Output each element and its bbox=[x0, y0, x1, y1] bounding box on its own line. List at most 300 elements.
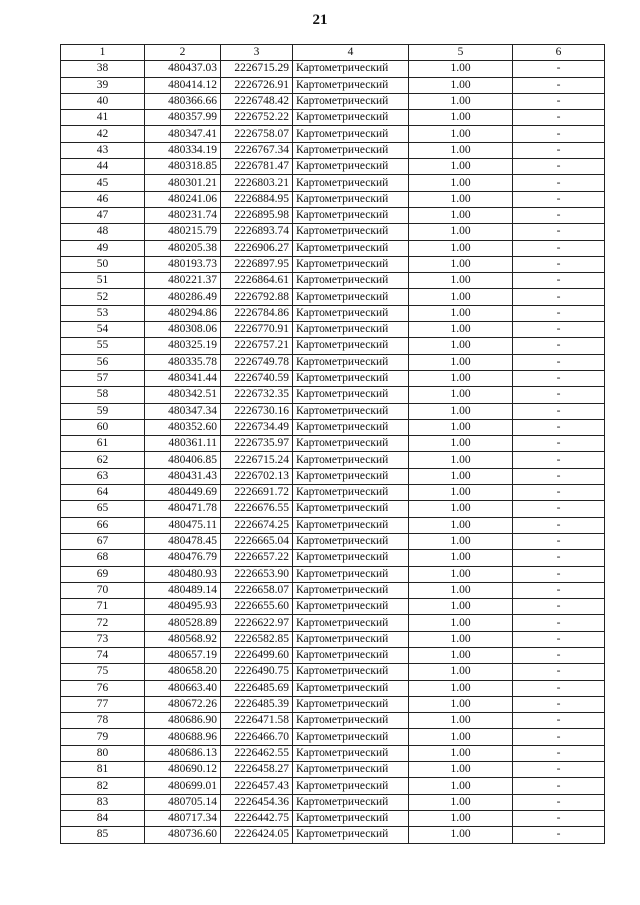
x-coordinate-cell: 480672.26 bbox=[145, 696, 221, 712]
x-coordinate-cell: 480352.60 bbox=[145, 419, 221, 435]
y-coordinate-cell: 2226691.72 bbox=[221, 485, 293, 501]
table-row bbox=[61, 582, 605, 598]
y-coordinate-cell: 2226485.39 bbox=[221, 696, 293, 712]
table-row bbox=[61, 647, 605, 663]
accuracy-cell: 1.00 bbox=[409, 566, 513, 582]
point-number-cell: 75 bbox=[61, 664, 145, 680]
table-row bbox=[61, 599, 605, 615]
accuracy-cell: 1.00 bbox=[409, 827, 513, 843]
table-row bbox=[61, 810, 605, 826]
y-coordinate-cell: 2226884.95 bbox=[221, 191, 293, 207]
x-coordinate-cell: 480334.19 bbox=[145, 142, 221, 158]
point-number-cell: 67 bbox=[61, 533, 145, 549]
note-cell: - bbox=[513, 273, 605, 289]
y-coordinate-cell: 2226864.61 bbox=[221, 273, 293, 289]
note-cell: - bbox=[513, 762, 605, 778]
y-coordinate-cell: 2226674.25 bbox=[221, 517, 293, 533]
note-cell: - bbox=[513, 93, 605, 109]
note-cell: - bbox=[513, 794, 605, 810]
coordinates-table bbox=[60, 44, 605, 844]
note-cell: - bbox=[513, 61, 605, 77]
column-header: 6 bbox=[513, 45, 605, 61]
note-cell: - bbox=[513, 713, 605, 729]
accuracy-cell: 1.00 bbox=[409, 191, 513, 207]
y-coordinate-cell: 2226499.60 bbox=[221, 647, 293, 663]
method-cell: Картометрический bbox=[293, 745, 409, 761]
method-cell: Картометрический bbox=[293, 207, 409, 223]
x-coordinate-cell: 480705.14 bbox=[145, 794, 221, 810]
y-coordinate-cell: 2226803.21 bbox=[221, 175, 293, 191]
table-row bbox=[61, 110, 605, 126]
accuracy-cell: 1.00 bbox=[409, 93, 513, 109]
point-number-cell: 68 bbox=[61, 550, 145, 566]
x-coordinate-cell: 480686.90 bbox=[145, 713, 221, 729]
note-cell: - bbox=[513, 696, 605, 712]
x-coordinate-cell: 480347.34 bbox=[145, 403, 221, 419]
table-row bbox=[61, 322, 605, 338]
table-row bbox=[61, 354, 605, 370]
table-row bbox=[61, 778, 605, 794]
table-row bbox=[61, 126, 605, 142]
note-cell: - bbox=[513, 566, 605, 582]
note-cell: - bbox=[513, 468, 605, 484]
accuracy-cell: 1.00 bbox=[409, 810, 513, 826]
y-coordinate-cell: 2226734.49 bbox=[221, 419, 293, 435]
point-number-cell: 66 bbox=[61, 517, 145, 533]
method-cell: Картометрический bbox=[293, 273, 409, 289]
column-header: 1 bbox=[61, 45, 145, 61]
note-cell: - bbox=[513, 224, 605, 240]
note-cell: - bbox=[513, 827, 605, 843]
note-cell: - bbox=[513, 664, 605, 680]
x-coordinate-cell: 480478.45 bbox=[145, 533, 221, 549]
note-cell: - bbox=[513, 191, 605, 207]
x-coordinate-cell: 480347.41 bbox=[145, 126, 221, 142]
accuracy-cell: 1.00 bbox=[409, 778, 513, 794]
x-coordinate-cell: 480476.79 bbox=[145, 550, 221, 566]
accuracy-cell: 1.00 bbox=[409, 387, 513, 403]
y-coordinate-cell: 2226490.75 bbox=[221, 664, 293, 680]
point-number-cell: 49 bbox=[61, 240, 145, 256]
point-number-cell: 45 bbox=[61, 175, 145, 191]
method-cell: Картометрический bbox=[293, 175, 409, 191]
note-cell: - bbox=[513, 354, 605, 370]
x-coordinate-cell: 480205.38 bbox=[145, 240, 221, 256]
y-coordinate-cell: 2226582.85 bbox=[221, 631, 293, 647]
method-cell: Картометрический bbox=[293, 191, 409, 207]
accuracy-cell: 1.00 bbox=[409, 762, 513, 778]
x-coordinate-cell: 480688.96 bbox=[145, 729, 221, 745]
y-coordinate-cell: 2226458.27 bbox=[221, 762, 293, 778]
note-cell: - bbox=[513, 615, 605, 631]
y-coordinate-cell: 2226454.36 bbox=[221, 794, 293, 810]
accuracy-cell: 1.00 bbox=[409, 224, 513, 240]
point-number-cell: 39 bbox=[61, 77, 145, 93]
x-coordinate-cell: 480366.66 bbox=[145, 93, 221, 109]
note-cell: - bbox=[513, 419, 605, 435]
accuracy-cell: 1.00 bbox=[409, 142, 513, 158]
table-row bbox=[61, 436, 605, 452]
table-row bbox=[61, 680, 605, 696]
table-row bbox=[61, 452, 605, 468]
note-cell: - bbox=[513, 289, 605, 305]
accuracy-cell: 1.00 bbox=[409, 338, 513, 354]
point-number-cell: 58 bbox=[61, 387, 145, 403]
note-cell: - bbox=[513, 159, 605, 175]
method-cell: Картометрический bbox=[293, 289, 409, 305]
x-coordinate-cell: 480221.37 bbox=[145, 273, 221, 289]
note-cell: - bbox=[513, 517, 605, 533]
y-coordinate-cell: 2226735.97 bbox=[221, 436, 293, 452]
y-coordinate-cell: 2226442.75 bbox=[221, 810, 293, 826]
method-cell: Картометрический bbox=[293, 566, 409, 582]
table-row bbox=[61, 566, 605, 582]
accuracy-cell: 1.00 bbox=[409, 126, 513, 142]
point-number-cell: 42 bbox=[61, 126, 145, 142]
point-number-cell: 69 bbox=[61, 566, 145, 582]
method-cell: Картометрический bbox=[293, 664, 409, 680]
y-coordinate-cell: 2226655.60 bbox=[221, 599, 293, 615]
x-coordinate-cell: 480301.21 bbox=[145, 175, 221, 191]
y-coordinate-cell: 2226781.47 bbox=[221, 159, 293, 175]
y-coordinate-cell: 2226893.74 bbox=[221, 224, 293, 240]
note-cell: - bbox=[513, 745, 605, 761]
table-row bbox=[61, 485, 605, 501]
accuracy-cell: 1.00 bbox=[409, 533, 513, 549]
x-coordinate-cell: 480717.34 bbox=[145, 810, 221, 826]
point-number-cell: 47 bbox=[61, 207, 145, 223]
y-coordinate-cell: 2226730.16 bbox=[221, 403, 293, 419]
x-coordinate-cell: 480431.43 bbox=[145, 468, 221, 484]
accuracy-cell: 1.00 bbox=[409, 240, 513, 256]
y-coordinate-cell: 2226748.42 bbox=[221, 93, 293, 109]
y-coordinate-cell: 2226622.97 bbox=[221, 615, 293, 631]
note-cell: - bbox=[513, 77, 605, 93]
x-coordinate-cell: 480335.78 bbox=[145, 354, 221, 370]
accuracy-cell: 1.00 bbox=[409, 61, 513, 77]
note-cell: - bbox=[513, 582, 605, 598]
method-cell: Картометрический bbox=[293, 403, 409, 419]
note-cell: - bbox=[513, 256, 605, 272]
note-cell: - bbox=[513, 322, 605, 338]
x-coordinate-cell: 480294.86 bbox=[145, 305, 221, 321]
point-number-cell: 73 bbox=[61, 631, 145, 647]
method-cell: Картометрический bbox=[293, 550, 409, 566]
point-number-cell: 62 bbox=[61, 452, 145, 468]
x-coordinate-cell: 480241.06 bbox=[145, 191, 221, 207]
accuracy-cell: 1.00 bbox=[409, 419, 513, 435]
point-number-cell: 54 bbox=[61, 322, 145, 338]
method-cell: Картометрический bbox=[293, 322, 409, 338]
method-cell: Картометрический bbox=[293, 647, 409, 663]
column-header: 5 bbox=[409, 45, 513, 61]
method-cell: Картометрический bbox=[293, 419, 409, 435]
method-cell: Картометрический bbox=[293, 387, 409, 403]
method-cell: Картометрический bbox=[293, 126, 409, 142]
point-number-cell: 56 bbox=[61, 354, 145, 370]
method-cell: Картометрический bbox=[293, 827, 409, 843]
point-number-cell: 53 bbox=[61, 305, 145, 321]
table-row bbox=[61, 273, 605, 289]
point-number-cell: 63 bbox=[61, 468, 145, 484]
accuracy-cell: 1.00 bbox=[409, 175, 513, 191]
y-coordinate-cell: 2226749.78 bbox=[221, 354, 293, 370]
y-coordinate-cell: 2226658.07 bbox=[221, 582, 293, 598]
y-coordinate-cell: 2226466.70 bbox=[221, 729, 293, 745]
table-body bbox=[61, 61, 605, 843]
x-coordinate-cell: 480658.20 bbox=[145, 664, 221, 680]
table-row bbox=[61, 664, 605, 680]
point-number-cell: 38 bbox=[61, 61, 145, 77]
x-coordinate-cell: 480286.49 bbox=[145, 289, 221, 305]
method-cell: Картометрический bbox=[293, 696, 409, 712]
y-coordinate-cell: 2226462.55 bbox=[221, 745, 293, 761]
method-cell: Картометрический bbox=[293, 77, 409, 93]
table-row bbox=[61, 175, 605, 191]
table-row bbox=[61, 827, 605, 843]
method-cell: Картометрический bbox=[293, 110, 409, 126]
point-number-cell: 71 bbox=[61, 599, 145, 615]
note-cell: - bbox=[513, 680, 605, 696]
table-row bbox=[61, 794, 605, 810]
accuracy-cell: 1.00 bbox=[409, 582, 513, 598]
method-cell: Картометрический bbox=[293, 159, 409, 175]
table-row bbox=[61, 729, 605, 745]
x-coordinate-cell: 480325.19 bbox=[145, 338, 221, 354]
note-cell: - bbox=[513, 452, 605, 468]
x-coordinate-cell: 480193.73 bbox=[145, 256, 221, 272]
point-number-cell: 78 bbox=[61, 713, 145, 729]
point-number-cell: 74 bbox=[61, 647, 145, 663]
y-coordinate-cell: 2226757.21 bbox=[221, 338, 293, 354]
accuracy-cell: 1.00 bbox=[409, 110, 513, 126]
x-coordinate-cell: 480342.51 bbox=[145, 387, 221, 403]
note-cell: - bbox=[513, 501, 605, 517]
point-number-cell: 40 bbox=[61, 93, 145, 109]
accuracy-cell: 1.00 bbox=[409, 680, 513, 696]
method-cell: Картометрический bbox=[293, 582, 409, 598]
accuracy-cell: 1.00 bbox=[409, 794, 513, 810]
y-coordinate-cell: 2226424.05 bbox=[221, 827, 293, 843]
table-row bbox=[61, 61, 605, 77]
method-cell: Картометрический bbox=[293, 713, 409, 729]
x-coordinate-cell: 480489.14 bbox=[145, 582, 221, 598]
method-cell: Картометрический bbox=[293, 305, 409, 321]
point-number-cell: 46 bbox=[61, 191, 145, 207]
y-coordinate-cell: 2226457.43 bbox=[221, 778, 293, 794]
x-coordinate-cell: 480528.89 bbox=[145, 615, 221, 631]
table-row bbox=[61, 338, 605, 354]
accuracy-cell: 1.00 bbox=[409, 452, 513, 468]
accuracy-cell: 1.00 bbox=[409, 403, 513, 419]
note-cell: - bbox=[513, 207, 605, 223]
note-cell: - bbox=[513, 338, 605, 354]
y-coordinate-cell: 2226752.22 bbox=[221, 110, 293, 126]
method-cell: Картометрический bbox=[293, 436, 409, 452]
table-row bbox=[61, 370, 605, 386]
x-coordinate-cell: 480568.92 bbox=[145, 631, 221, 647]
accuracy-cell: 1.00 bbox=[409, 550, 513, 566]
accuracy-cell: 1.00 bbox=[409, 370, 513, 386]
point-number-cell: 59 bbox=[61, 403, 145, 419]
accuracy-cell: 1.00 bbox=[409, 647, 513, 663]
method-cell: Картометрический bbox=[293, 599, 409, 615]
point-number-cell: 57 bbox=[61, 370, 145, 386]
method-cell: Картометрический bbox=[293, 680, 409, 696]
y-coordinate-cell: 2226715.29 bbox=[221, 61, 293, 77]
table-row bbox=[61, 159, 605, 175]
point-number-cell: 61 bbox=[61, 436, 145, 452]
point-number-cell: 48 bbox=[61, 224, 145, 240]
x-coordinate-cell: 480437.03 bbox=[145, 61, 221, 77]
method-cell: Картометрический bbox=[293, 452, 409, 468]
point-number-cell: 81 bbox=[61, 762, 145, 778]
x-coordinate-cell: 480308.06 bbox=[145, 322, 221, 338]
x-coordinate-cell: 480495.93 bbox=[145, 599, 221, 615]
table-row bbox=[61, 403, 605, 419]
x-coordinate-cell: 480414.12 bbox=[145, 77, 221, 93]
table-row bbox=[61, 93, 605, 109]
table-row bbox=[61, 387, 605, 403]
method-cell: Картометрический bbox=[293, 142, 409, 158]
table-row bbox=[61, 207, 605, 223]
point-number-cell: 76 bbox=[61, 680, 145, 696]
table-row bbox=[61, 533, 605, 549]
method-cell: Картометрический bbox=[293, 778, 409, 794]
accuracy-cell: 1.00 bbox=[409, 664, 513, 680]
x-coordinate-cell: 480690.12 bbox=[145, 762, 221, 778]
method-cell: Картометрический bbox=[293, 729, 409, 745]
table-row bbox=[61, 224, 605, 240]
x-coordinate-cell: 480699.01 bbox=[145, 778, 221, 794]
note-cell: - bbox=[513, 647, 605, 663]
note-cell: - bbox=[513, 631, 605, 647]
method-cell: Картометрический bbox=[293, 533, 409, 549]
x-coordinate-cell: 480357.99 bbox=[145, 110, 221, 126]
table-row bbox=[61, 191, 605, 207]
point-number-cell: 79 bbox=[61, 729, 145, 745]
page-number: 21 bbox=[312, 12, 328, 28]
table-row bbox=[61, 762, 605, 778]
x-coordinate-cell: 480361.11 bbox=[145, 436, 221, 452]
method-cell: Картометрический bbox=[293, 517, 409, 533]
note-cell: - bbox=[513, 126, 605, 142]
accuracy-cell: 1.00 bbox=[409, 745, 513, 761]
method-cell: Картометрический bbox=[293, 468, 409, 484]
method-cell: Картометрический bbox=[293, 61, 409, 77]
y-coordinate-cell: 2226485.69 bbox=[221, 680, 293, 696]
accuracy-cell: 1.00 bbox=[409, 322, 513, 338]
method-cell: Картометрический bbox=[293, 485, 409, 501]
note-cell: - bbox=[513, 436, 605, 452]
column-header: 2 bbox=[145, 45, 221, 61]
accuracy-cell: 1.00 bbox=[409, 273, 513, 289]
x-coordinate-cell: 480406.85 bbox=[145, 452, 221, 468]
note-cell: - bbox=[513, 485, 605, 501]
method-cell: Картометрический bbox=[293, 338, 409, 354]
note-cell: - bbox=[513, 387, 605, 403]
note-cell: - bbox=[513, 778, 605, 794]
y-coordinate-cell: 2226906.27 bbox=[221, 240, 293, 256]
note-cell: - bbox=[513, 599, 605, 615]
note-cell: - bbox=[513, 729, 605, 745]
accuracy-cell: 1.00 bbox=[409, 713, 513, 729]
y-coordinate-cell: 2226715.24 bbox=[221, 452, 293, 468]
method-cell: Картометрический bbox=[293, 354, 409, 370]
method-cell: Картометрический bbox=[293, 93, 409, 109]
y-coordinate-cell: 2226758.07 bbox=[221, 126, 293, 142]
table-row bbox=[61, 501, 605, 517]
method-cell: Картометрический bbox=[293, 794, 409, 810]
point-number-cell: 52 bbox=[61, 289, 145, 305]
point-number-cell: 55 bbox=[61, 338, 145, 354]
table-row bbox=[61, 615, 605, 631]
accuracy-cell: 1.00 bbox=[409, 468, 513, 484]
method-cell: Картометрический bbox=[293, 256, 409, 272]
note-cell: - bbox=[513, 240, 605, 256]
note-cell: - bbox=[513, 305, 605, 321]
method-cell: Картометрический bbox=[293, 631, 409, 647]
x-coordinate-cell: 480341.44 bbox=[145, 370, 221, 386]
table-row bbox=[61, 696, 605, 712]
point-number-cell: 41 bbox=[61, 110, 145, 126]
point-number-cell: 77 bbox=[61, 696, 145, 712]
y-coordinate-cell: 2226676.55 bbox=[221, 501, 293, 517]
note-cell: - bbox=[513, 403, 605, 419]
accuracy-cell: 1.00 bbox=[409, 517, 513, 533]
y-coordinate-cell: 2226767.34 bbox=[221, 142, 293, 158]
table-row bbox=[61, 468, 605, 484]
x-coordinate-cell: 480475.11 bbox=[145, 517, 221, 533]
note-cell: - bbox=[513, 110, 605, 126]
x-coordinate-cell: 480449.69 bbox=[145, 485, 221, 501]
x-coordinate-cell: 480736.60 bbox=[145, 827, 221, 843]
table-row bbox=[61, 142, 605, 158]
method-cell: Картометрический bbox=[293, 762, 409, 778]
accuracy-cell: 1.00 bbox=[409, 289, 513, 305]
table-row bbox=[61, 517, 605, 533]
method-cell: Картометрический bbox=[293, 240, 409, 256]
table-row bbox=[61, 305, 605, 321]
note-cell: - bbox=[513, 370, 605, 386]
y-coordinate-cell: 2226770.91 bbox=[221, 322, 293, 338]
table-row bbox=[61, 550, 605, 566]
y-coordinate-cell: 2226653.90 bbox=[221, 566, 293, 582]
note-cell: - bbox=[513, 175, 605, 191]
accuracy-cell: 1.00 bbox=[409, 501, 513, 517]
method-cell: Картометрический bbox=[293, 810, 409, 826]
point-number-cell: 43 bbox=[61, 142, 145, 158]
accuracy-cell: 1.00 bbox=[409, 256, 513, 272]
note-cell: - bbox=[513, 533, 605, 549]
point-number-cell: 60 bbox=[61, 419, 145, 435]
accuracy-cell: 1.00 bbox=[409, 631, 513, 647]
table-row bbox=[61, 240, 605, 256]
accuracy-cell: 1.00 bbox=[409, 599, 513, 615]
point-number-cell: 65 bbox=[61, 501, 145, 517]
y-coordinate-cell: 2226792.88 bbox=[221, 289, 293, 305]
accuracy-cell: 1.00 bbox=[409, 485, 513, 501]
x-coordinate-cell: 480231.74 bbox=[145, 207, 221, 223]
column-header: 3 bbox=[221, 45, 293, 61]
y-coordinate-cell: 2226895.98 bbox=[221, 207, 293, 223]
table-row bbox=[61, 289, 605, 305]
y-coordinate-cell: 2226665.04 bbox=[221, 533, 293, 549]
table-row bbox=[61, 419, 605, 435]
note-cell: - bbox=[513, 550, 605, 566]
y-coordinate-cell: 2226740.59 bbox=[221, 370, 293, 386]
point-number-cell: 44 bbox=[61, 159, 145, 175]
